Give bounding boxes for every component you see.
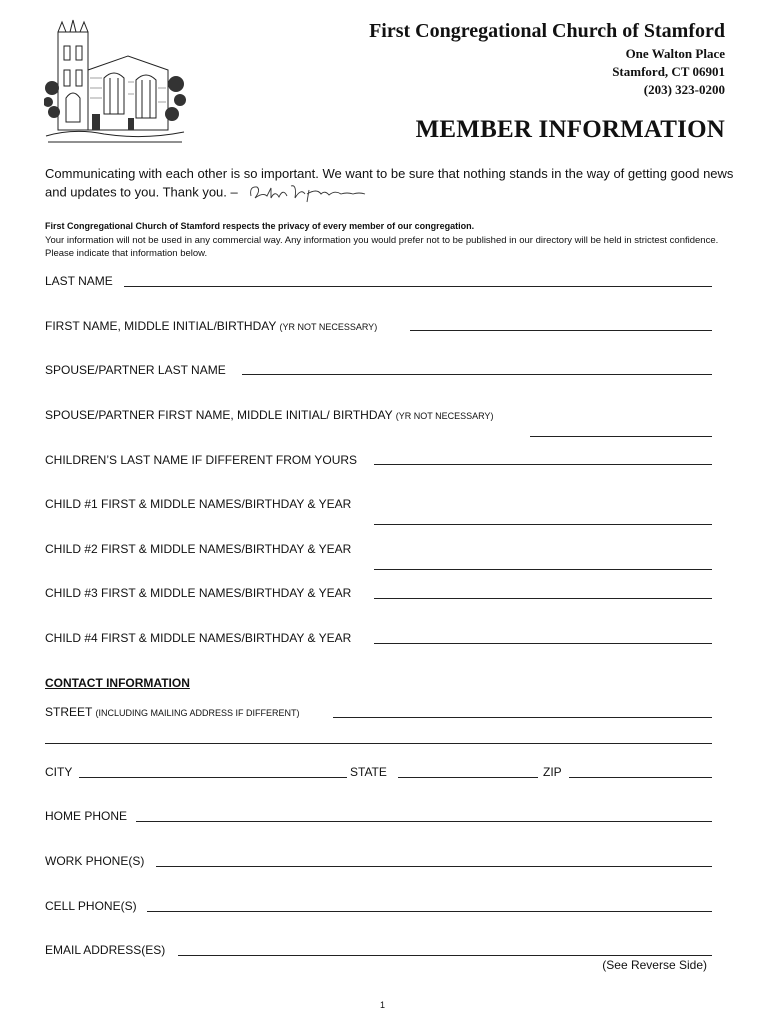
spouse-first-name-line[interactable] (530, 436, 712, 437)
privacy-heading: First Congregational Church of Stamford respects the privacy of every member of our congregation. (45, 221, 475, 231)
state-line[interactable] (398, 777, 538, 778)
city-line[interactable] (79, 777, 347, 778)
city-label: CITY (45, 765, 73, 779)
zip-label: ZIP (543, 765, 562, 779)
email-line[interactable] (178, 955, 712, 956)
spouse-first-name-label (45, 408, 493, 422)
church-name: First Congregational Church of Stamford (369, 20, 725, 42)
street-label (45, 705, 300, 719)
child-2-line[interactable] (374, 569, 712, 570)
page-number: 1 (380, 1000, 386, 1010)
street-label-text: STREET (45, 705, 93, 719)
street-line-2[interactable] (45, 743, 712, 744)
work-phone-label: WORK PHONE(S) (45, 854, 145, 868)
children-last-name-line[interactable] (374, 464, 712, 465)
first-name-note: (YR NOT NECESSARY) (279, 322, 378, 332)
pastor-signature (247, 182, 367, 204)
child-2-label: CHILD #2 FIRST & MIDDLE NAMES/BIRTHDAY & YEAR (45, 542, 352, 556)
first-name-label-text: FIRST NAME, MIDDLE INITIAL/BIRTHDAY (45, 319, 277, 333)
home-phone-label: HOME PHONE (45, 809, 128, 823)
zip-line[interactable] (569, 777, 712, 778)
church-phone: (203) 323-0200 (643, 82, 725, 97)
home-phone-line[interactable] (136, 821, 712, 822)
first-name-label (45, 319, 377, 333)
child-4-line[interactable] (374, 643, 712, 644)
contact-information-heading: CONTACT INFORMATION (45, 676, 190, 690)
first-name-line[interactable] (410, 330, 712, 331)
church-illustration (44, 18, 186, 146)
spouse-last-name-label: SPOUSE/PARTNER LAST NAME (45, 363, 226, 377)
child-3-line[interactable] (374, 598, 712, 599)
state-label: STATE (350, 765, 387, 779)
email-label: EMAIL ADDRESS(ES) (45, 943, 166, 957)
spouse-last-name-line[interactable] (242, 374, 712, 375)
spouse-first-name-label-text: SPOUSE/PARTNER FIRST NAME, MIDDLE INITIAL/ BIRTHDAY (45, 408, 393, 422)
intro-text: Communicating with each other is so important. We want to be sure that nothing stands in the way of getting good news and updates to you. Thank you. – (45, 166, 734, 200)
cell-phone-line[interactable] (147, 911, 712, 912)
see-reverse-note: (See Reverse Side) (602, 958, 707, 972)
intro-paragraph (45, 165, 735, 204)
last-name-line[interactable] (124, 286, 712, 287)
work-phone-line[interactable] (156, 866, 712, 867)
street-line[interactable] (333, 717, 712, 718)
cell-phone-label: CELL PHONE(S) (45, 899, 137, 913)
street-note: (INCLUDING MAILING ADDRESS IF DIFFERENT) (95, 708, 300, 718)
child-4-label: CHILD #4 FIRST & MIDDLE NAMES/BIRTHDAY & YEAR (45, 631, 352, 645)
spouse-first-name-note: (YR NOT NECESSARY) (395, 411, 494, 421)
child-1-label: CHILD #1 FIRST & MIDDLE NAMES/BIRTHDAY & YEAR (45, 497, 352, 511)
form-title: MEMBER INFORMATION (415, 116, 725, 143)
address-line-2: Stamford, CT 06901 (612, 64, 725, 79)
privacy-statement: Your information will not be used in any commercial way. Any information you would prefer not to be published in our directory will be held in strictest confidence. Please indicate that information below. (45, 235, 719, 259)
child-1-line[interactable] (374, 524, 712, 525)
address-line-1: One Walton Place (625, 46, 725, 61)
children-last-name-label: CHILDREN’S LAST NAME IF DIFFERENT FROM YOURS (45, 453, 358, 467)
last-name-label: LAST NAME (45, 274, 113, 288)
child-3-label: CHILD #3 FIRST & MIDDLE NAMES/BIRTHDAY & YEAR (45, 586, 352, 600)
